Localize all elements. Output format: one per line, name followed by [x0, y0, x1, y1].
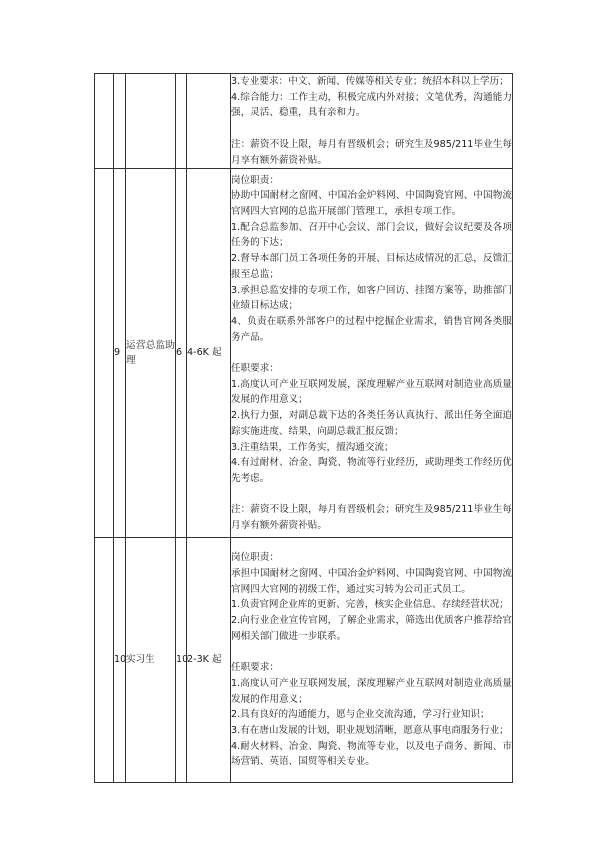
description-line: 2.执行力强，对副总裁下达的各类任务认真执行、派出任务全面追踪实施进度、结果，向副总裁汇报反馈； [231, 410, 512, 437]
table-row [95, 74, 513, 169]
description-line: 4.有过耐材、冶金、陶瓷、物流等行业经历，或助理类工作经历优先考虑。 [231, 457, 512, 484]
description-line: 1.高度认可产业互联网发展，深度理解产业互联网对制造业高质量发展的作用意义； [231, 677, 512, 705]
table-row [95, 169, 513, 538]
job-number-cell [114, 74, 126, 169]
job-description-cell [231, 74, 513, 169]
description-line: 岗位职责： [231, 174, 279, 186]
job-table [94, 73, 513, 783]
description-line: 4、负责在联系外部客户的过程中挖掘企业需求，销售官网各类服务产品。 [231, 315, 512, 343]
description-spacer [231, 487, 512, 503]
description-line: 4.耐火材料、冶金、陶瓷、物流等专业，以及电子商务、新闻、市场营销、英语、国贸等相关专业。 [231, 740, 512, 768]
description-spacer [231, 645, 512, 661]
description-line: 注：薪资不设上限，每月有晋级机会；研究生及985/211毕业生每月享有额外薪资补贴。 [231, 504, 512, 532]
description-line: 1.负责官网企业库的更新、完善，核实企业信息、存续经营状况； [231, 599, 509, 611]
description-line: 2.具有良好的沟通能力，愿与企业交流沟通，学习行业知识； [231, 709, 490, 721]
description-line: 3.有在唐山发展的计划，职业规划清晰，愿意从事电商服务行业； [231, 725, 509, 736]
job-description-cell [231, 538, 513, 783]
blank-cell [95, 538, 114, 783]
description-line: 2.督导本部门员工各项任务的开展、目标达成情况的汇总，反馈汇报至总监； [231, 253, 512, 280]
salary-cell: 2-3K 起 [187, 538, 231, 783]
blank-cell [95, 169, 114, 538]
description-line: 协助中国耐材之窗网、中国冶金炉料网、中国陶瓷官网、中国物流官网四大官网的总监开展部门管理工，承担专项工作。 [231, 190, 512, 218]
description-line: 1.高度认可产业互联网发展，深度理解产业互联网对制造业高质量发展的作用意义； [231, 378, 512, 406]
description-line: 承担中国耐材之窗网、中国冶金炉料网、中国陶瓷官网、中国物流官网四大官网的初级工作，通过实习转为公司正式员工。 [231, 567, 512, 595]
job-title-cell: 实习生 [126, 538, 176, 783]
description-line: 4.综合能力：工作主动，积极完成内外对接；文笔优秀，沟通能力强，灵活、稳重，具有亲和力。 [231, 91, 512, 119]
blank-cell [95, 74, 114, 169]
description-line: 3.注重结果，工作务实，擅沟通交流； [231, 441, 394, 453]
description-line: 任职要求： [231, 662, 279, 674]
headcount-cell: 10 [176, 538, 187, 783]
job-title-cell: 运营总监助理 [126, 169, 176, 538]
description-line: 3.专业要求：中文、新闻、传媒等相关专业；统招本科以上学历； [231, 76, 509, 87]
description-line: 2.向行业企业宣传官网，了解企业需求，筛选出优质客户推荐给官网相关部门做进一步联系。 [231, 615, 512, 642]
job-number-cell: 10 [114, 538, 126, 783]
table-row [95, 538, 513, 783]
job-description-cell [231, 169, 513, 538]
description-spacer [231, 121, 512, 137]
headcount-cell: 6 [176, 169, 187, 538]
salary-cell [187, 74, 231, 169]
description-line: 3.承担总监安排的专项工作，如客户回访、挂图方案等，助推部门业绩目标达成； [231, 284, 512, 312]
description-line: 任职要求： [231, 363, 279, 375]
description-line: 1.配合总监参加、召开中心会议、部门会议，做好会议纪要及各项任务的下达； [231, 221, 512, 249]
headcount-cell [176, 74, 187, 169]
job-number-cell: 9 [114, 169, 126, 538]
description-spacer [231, 345, 512, 361]
description-line: 注：薪资不设上限，每月有晋级机会；研究生及985/211毕业生每月享有额外薪资补贴。 [231, 138, 512, 166]
job-title-cell [126, 74, 176, 169]
salary-cell: 4-6K 起 [187, 169, 231, 538]
description-line: 岗位职责： [231, 552, 279, 564]
